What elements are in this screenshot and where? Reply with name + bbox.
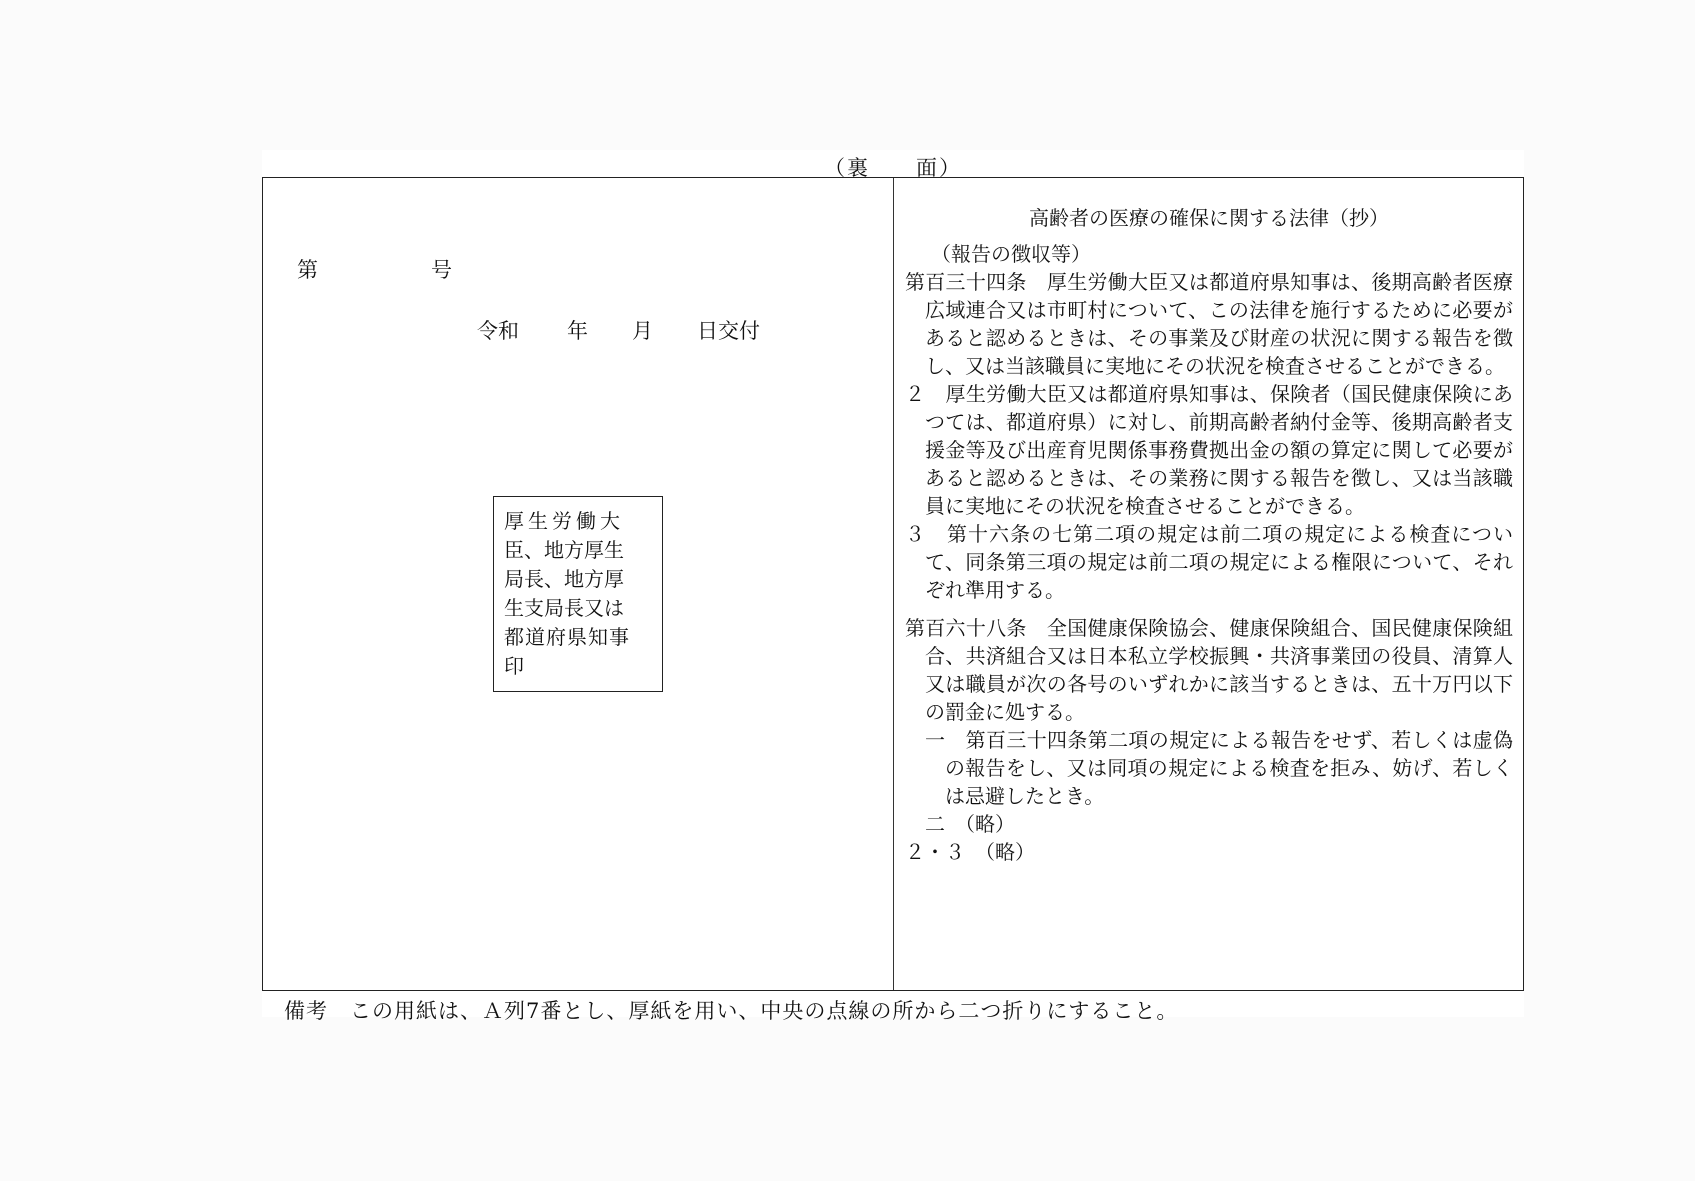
stamp-line: 臣、地方厚生 bbox=[504, 538, 624, 562]
stamp-line: 厚生労働大 bbox=[504, 509, 624, 533]
issue-date bbox=[477, 315, 760, 345]
number-prefix: 第 bbox=[297, 258, 318, 282]
article-168: 第百六十八条 全国健康保険協会、健康保険組合、国民健康保険組合、共済組合又は日本私立学校振興・共済事業団の役員、清算人又は職員が次の各号のいずれかに該当するときは、五十万円以下の罰金に処する。 bbox=[905, 616, 1513, 724]
article-168-item-2: 二 （略） bbox=[925, 812, 1015, 836]
issue-month: 月 bbox=[632, 319, 653, 343]
right-pane bbox=[895, 178, 1523, 990]
stamp-line: 局長、地方厚 bbox=[504, 567, 624, 591]
issuer-stamp-box bbox=[493, 496, 663, 692]
certificate-frame bbox=[262, 177, 1524, 991]
footnote: 備考 この用紙は、Ａ列7番とし、厚紙を用い、中央の点線の所から二つ折りにすること。 bbox=[284, 999, 1179, 1023]
law-title: 高齢者の医療の確保に関する法律（抄） bbox=[1029, 206, 1389, 230]
center-fold-line bbox=[893, 178, 894, 990]
issue-day: 日交付 bbox=[697, 319, 760, 343]
article-134-paragraph-3: ３ 第十六条の七第二項の規定は前二項の規定による検査について、同条第三項の規定は前二項の規定による権限について、それぞれ準用する。 bbox=[905, 522, 1513, 602]
issue-year: 年 bbox=[567, 319, 588, 343]
issue-era: 令和 bbox=[477, 319, 519, 343]
article-168-item-1: 一 第百三十四条第二項の規定による報告をせず、若しくは虚偽の報告をし、又は同項の規定による検査を拒み、妨げ、若しくは忌避したとき。 bbox=[925, 728, 1513, 808]
spacer bbox=[905, 604, 1513, 614]
stamp-line: 都道府県知事 bbox=[504, 625, 630, 649]
left-pane bbox=[263, 178, 893, 990]
article-caption: （報告の徴収等） bbox=[931, 242, 1091, 266]
article-168-paragraphs-2-3: ２・３ （略） bbox=[905, 840, 1035, 864]
article-134-paragraph-2: ２ 厚生労働大臣又は都道府県知事は、保険者（国民健康保険にあつては、都道府県）に対し、前期高齢者納付金等、後期高齢者支援金等及び出産育児関係事務費拠出金の額の算定に関して必要があると認めるときは、その業務に関する報告を徴し、又は当該職員に実地にその状況を検査させることができる。 bbox=[905, 382, 1513, 518]
article-134: 第百三十四条 厚生労働大臣又は都道府県知事は、後期高齢者医療広域連合又は市町村について、この法律を施行するために必要があると認めるときは、その事業及び財産の状況に関する報告を徴し、又は当該職員に実地にその状況を検査させることができる。 bbox=[905, 270, 1513, 378]
stamp-line: 生支局長又は bbox=[504, 596, 624, 620]
side-label: （裏 面） bbox=[824, 156, 962, 180]
stamp-line: 印 bbox=[504, 654, 528, 678]
law-excerpt bbox=[905, 240, 1513, 866]
certificate-number bbox=[297, 254, 452, 284]
number-suffix: 号 bbox=[431, 258, 452, 282]
